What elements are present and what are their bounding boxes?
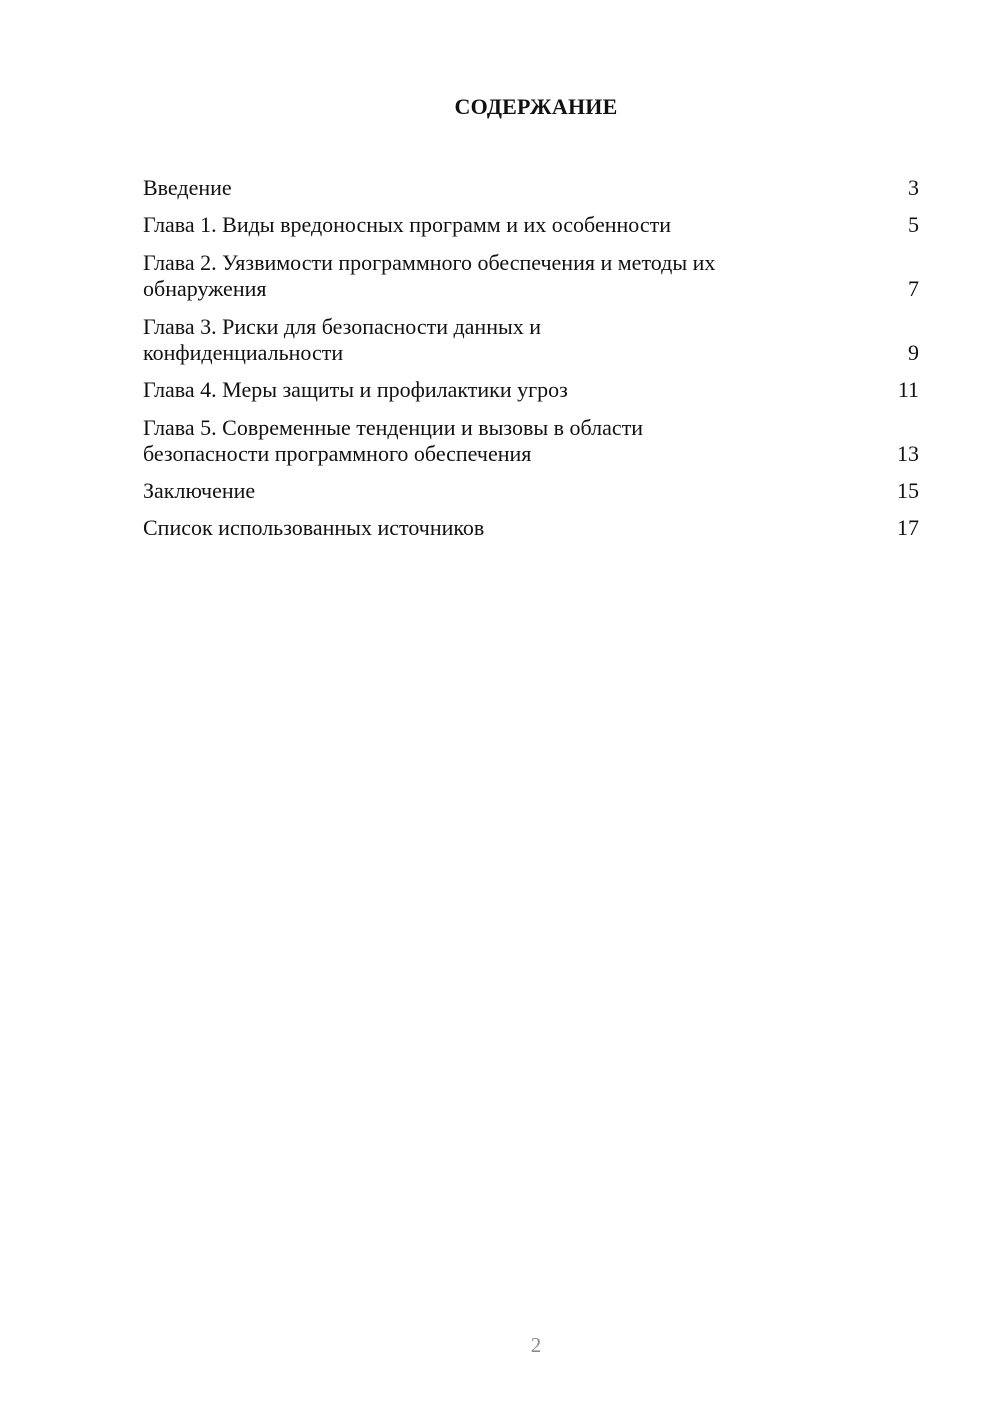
toc-entry-label: Введение <box>143 175 232 200</box>
page-number: 2 <box>530 1333 542 1357</box>
toc-entry-conclusion <box>143 467 919 504</box>
toc-entry-page: 5 <box>908 212 919 237</box>
toc-entry-page: 15 <box>897 478 919 503</box>
toc-title: СОДЕРЖАНИЕ <box>454 94 618 119</box>
toc-entry-page: 3 <box>908 175 919 200</box>
toc-entry-chapter-1 <box>143 201 919 238</box>
toc-entry-chapter-3 <box>143 302 919 366</box>
toc-entry-label: Глава 2. Уязвимости программного обеспечения и методы их обнаружения <box>143 250 716 301</box>
toc-entry-page: 9 <box>908 340 919 365</box>
toc-entry-label: Глава 4. Меры защиты и профилактики угроз <box>143 377 568 402</box>
toc-entry-label: Глава 5. Современные тенденции и вызовы в области безопасности программного обеспечения <box>143 415 644 466</box>
toc-entry-label: Глава 1. Виды вредоносных программ и их особенности <box>143 212 671 237</box>
toc-entry-page: 17 <box>897 515 919 540</box>
toc-entry-references <box>143 504 919 541</box>
toc-entry-page: 13 <box>897 441 919 466</box>
toc-entry-chapter-5 <box>143 403 919 467</box>
toc-entry-chapter-2 <box>143 238 919 302</box>
toc-entry-label: Глава 3. Риски для безопасности данных и конфиденциальности <box>143 314 542 365</box>
toc-entry-label: Заключение <box>143 478 256 503</box>
toc-entry-introduction <box>143 168 919 201</box>
toc-entry-chapter-4 <box>143 366 919 403</box>
toc-entry-page: 11 <box>897 377 919 402</box>
toc-entry-label: Список использованных источников <box>143 515 485 540</box>
toc-entry-page: 7 <box>908 276 919 301</box>
table-of-contents <box>143 168 919 541</box>
